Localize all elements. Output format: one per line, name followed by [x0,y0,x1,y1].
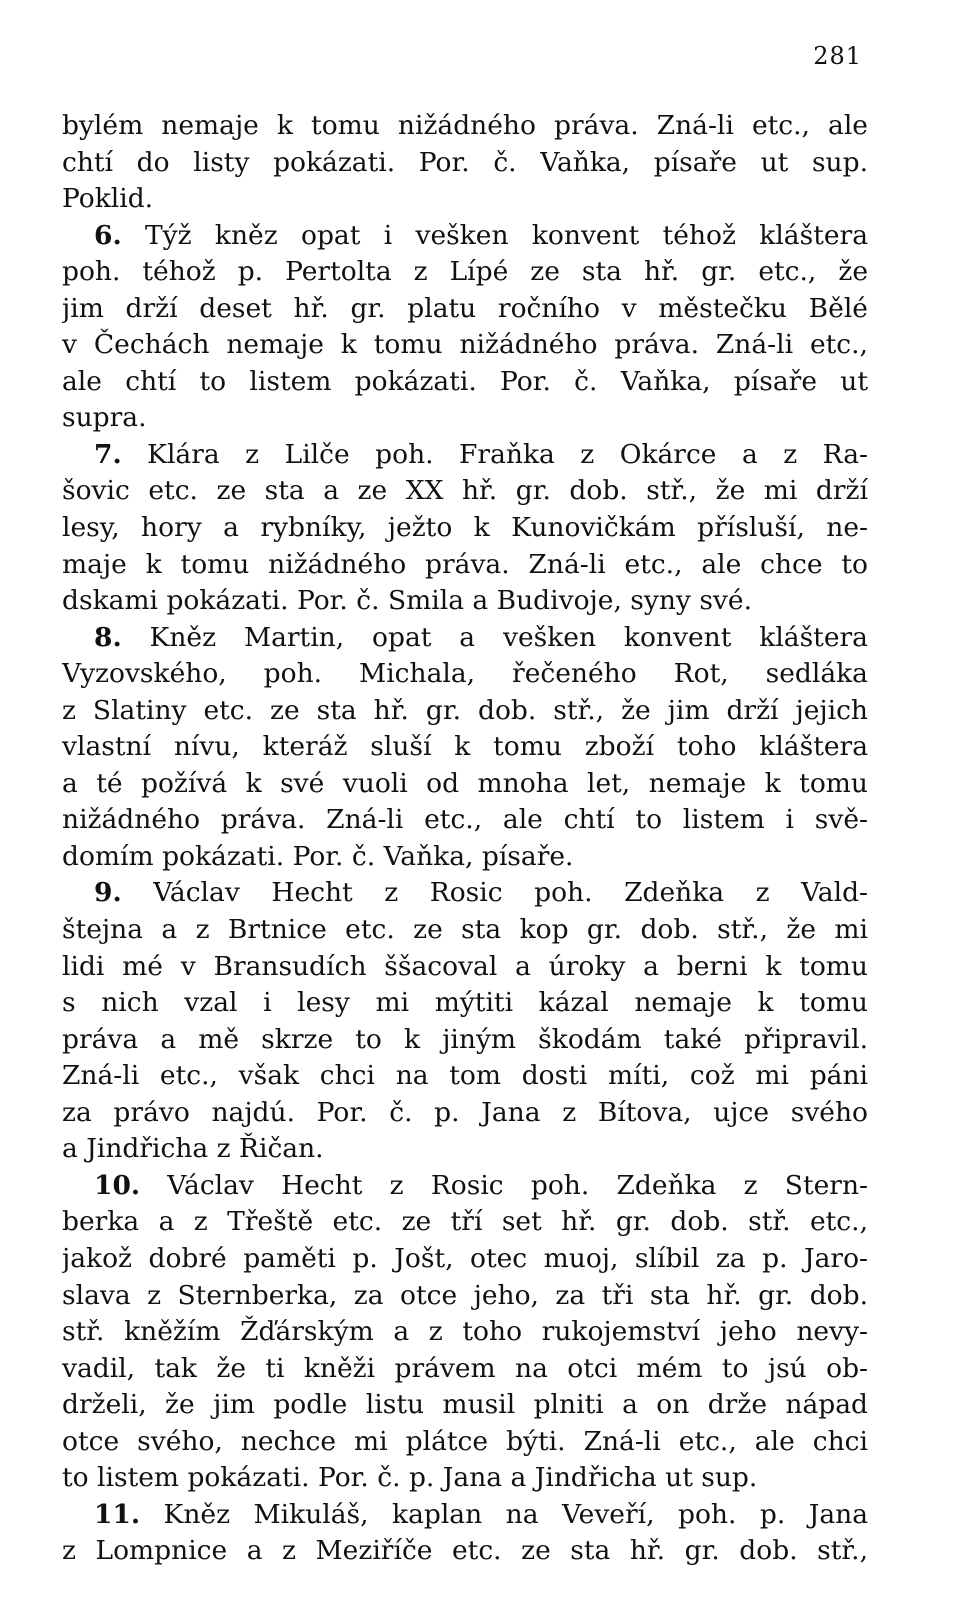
text-line [62,218,868,255]
line-text: Klára z Lilče poh. Fraňka z Okárce a z Ra- [121,438,868,470]
line-text: s nich vzal i lesy mi mýtiti kázal nemaje k tomu [62,987,868,1019]
text-line [62,766,868,803]
text-line [62,1497,868,1534]
text-line [62,656,868,693]
text-line [62,1095,868,1132]
text-line [62,145,868,182]
entry-number: 11. [94,1498,141,1530]
text-line [62,254,868,291]
body-text [62,108,868,1570]
line-text: to listem pokázati. Por. č. p. Jana a Jindřicha ut sup. [62,1462,758,1494]
entry-number: 7. [94,438,122,470]
text-line [62,583,868,620]
text-line [62,400,868,437]
text-line [62,839,868,876]
text-line [62,1424,868,1461]
text-line [62,620,868,657]
text-line [62,1314,868,1351]
line-text: Václav Hecht z Rosic poh. Zdeňka z Vald- [121,877,868,909]
line-text: berka a z Třeště etc. ze tří set hř. gr. dob. stř. etc., [62,1206,868,1238]
text-line [62,108,868,145]
text-line [62,181,868,218]
line-text: bylém nemaje k tomu nižádného práva. Zná-li etc., ale [62,110,868,141]
text-line [62,949,868,986]
text-line [62,437,868,474]
text-line [62,473,868,510]
line-text: Vyzovského, poh. Michala, řečeného Rot, sedláka [62,658,868,690]
line-text: Zná-li etc., však chci na tom dosti míti, což mi páni [62,1060,868,1092]
text-line [62,1278,868,1315]
line-text: maje k tomu nižádného práva. Zná-li etc., ale chce to [62,548,868,580]
text-line [62,1241,868,1278]
text-line [62,1351,868,1388]
line-text: za právo najdú. Por. č. p. Jana z Bítova, ujce svého [62,1096,868,1128]
line-text: dskami pokázati. Por. č. Smila a Budivoje, syny své. [62,585,752,617]
entry-number: 9. [94,877,122,909]
line-text: slava z Sternberka, za otce jeho, za tři sta hř. gr. dob. [62,1279,868,1311]
text-line [62,1131,868,1168]
entry-number: 8. [94,621,122,653]
line-text: Václav Hecht z Rosic poh. Zdeňka z Stern- [140,1169,868,1201]
line-text: nižádného práva. Zná-li etc., ale chtí to listem i svě- [62,804,868,836]
line-text: drželi, že jim podle listu musil plniti a on drže nápad [62,1389,868,1421]
line-text: poh. téhož p. Pertolta z Lípé ze sta hř. gr. etc., že [62,256,868,288]
text-line [62,1387,868,1424]
line-text: jim drží deset hř. gr. platu ročního v městečku Bělé [62,292,868,324]
text-line [62,985,868,1022]
text-line [62,1168,868,1205]
line-text: vlastní nívu, kteráž sluší k tomu zboží toho kláštera [62,731,868,763]
line-text: šovic etc. ze sta a ze XX hř. gr. dob. stř., že mi drží [62,475,868,507]
line-text: Poklid. [62,183,154,215]
line-text: Týž kněz opat i vešken konvent téhož kláštera [121,219,868,251]
text-line [62,1058,868,1095]
line-text: a Jindřicha z Řičan. [62,1133,324,1165]
text-line [62,693,868,730]
text-line [62,875,868,912]
text-line [62,510,868,547]
text-line [62,327,868,364]
line-text: lesy, hory a rybníky, ježto k Kunovičkám přísluší, ne- [62,512,868,544]
line-text: chtí do listy pokázati. Por. č. Vaňka, písaře ut sup. [62,146,868,178]
line-text: práva a mě skrze to k jiným škodám také připravil. [62,1023,868,1055]
text-line [62,1533,868,1570]
text-line [62,1022,868,1059]
line-text: Kněz Martin, opat a vešken konvent kláštera [121,621,868,653]
text-line [62,802,868,839]
text-line [62,364,868,401]
line-text: vadil, tak že ti kněži právem na otci mém to jsú ob- [62,1352,868,1384]
text-line [62,1460,868,1497]
line-text: stř. kněžím Žďárským a z toho rukojemství jeho nevy- [62,1316,868,1348]
text-line [62,729,868,766]
text-line [62,912,868,949]
page-number: 281 [813,42,862,70]
line-text: otce svého, nechce mi plátce býti. Zná-li etc., ale chci [62,1425,868,1457]
text-line [62,1204,868,1241]
line-text: z Slatiny etc. ze sta hř. gr. dob. stř., že jim drží jejich [62,694,868,726]
line-text: štejna a z Brtnice etc. ze sta kop gr. dob. stř., že mi [62,914,868,946]
line-text: jakož dobré paměti p. Jošt, otec muoj, slíbil za p. Jaro- [62,1242,868,1274]
line-text: a té požívá k své vuoli od mnoha let, nemaje k tomu [62,767,868,799]
line-text: z Lompnice a z Meziříče etc. ze sta hř. gr. dob. stř., [62,1535,868,1567]
text-line [62,547,868,584]
line-text: ale chtí to listem pokázati. Por. č. Vaňka, písaře ut [62,365,868,397]
entry-number: 10. [94,1169,141,1201]
text-line [62,291,868,328]
line-text: Kněz Mikuláš, kaplan na Veveří, poh. p. Jana [140,1498,868,1530]
line-text: v Čechách nemaje k tomu nižádného práva. Zná-li etc., [62,329,868,361]
entry-number: 6. [94,219,122,251]
line-text: supra. [62,402,147,434]
line-text: lidi mé v Bransudích ššacoval a úroky a berni k tomu [62,950,868,982]
line-text: domím pokázati. Por. č. Vaňka, písaře. [62,840,574,872]
